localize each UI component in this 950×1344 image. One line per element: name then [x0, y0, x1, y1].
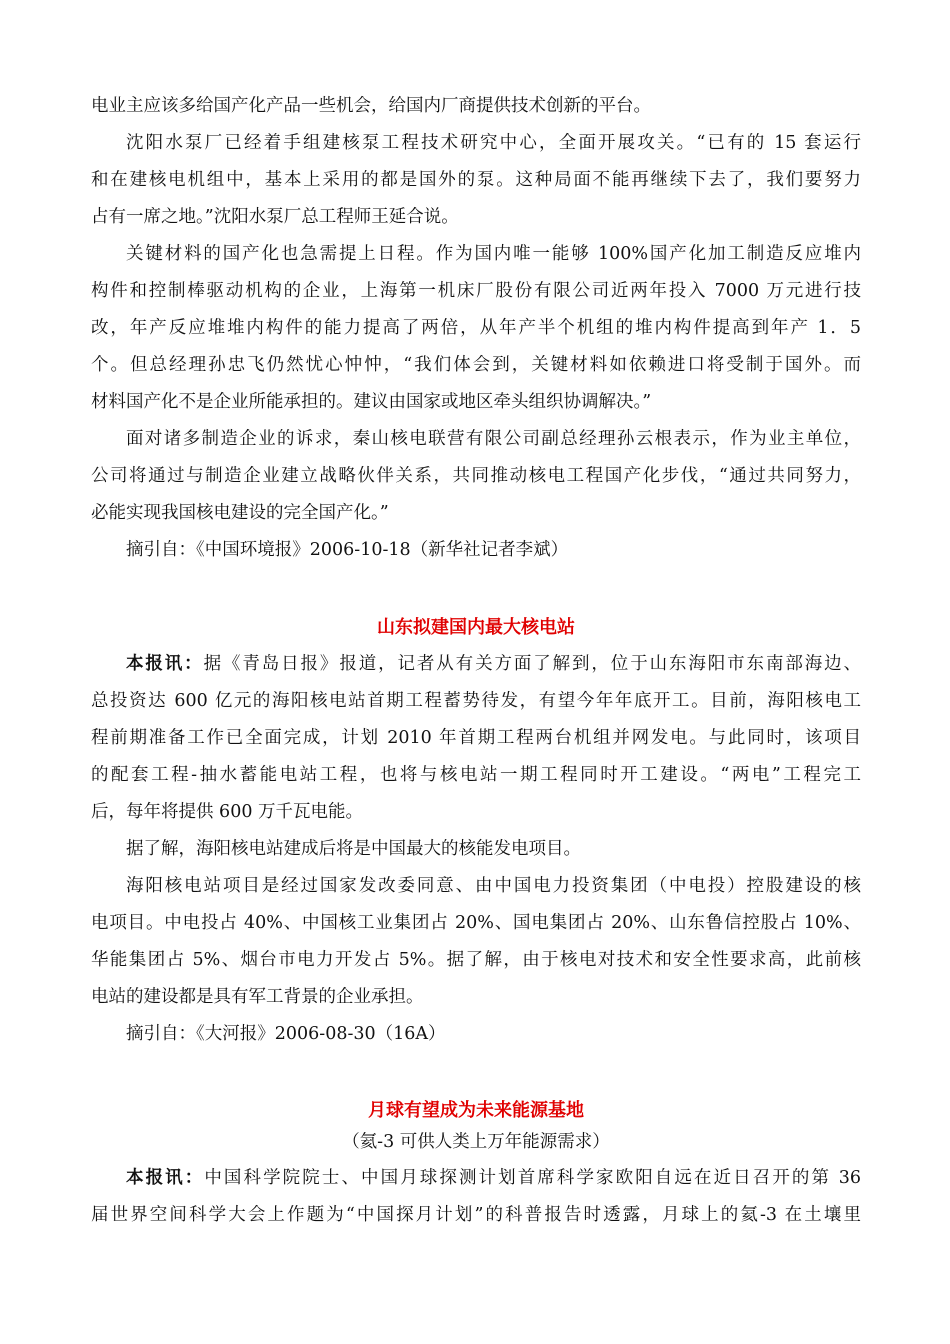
paragraph: [91, 646, 861, 831]
text-line: 构件和控制棒驱动机构的企业，上海第一机床厂股份有限公司近两年投入 7000 万元进行技: [91, 281, 861, 301]
paragraph: [91, 831, 861, 868]
paragraph: [91, 1160, 861, 1234]
text-line: 必能实现我国核电建设的完全国产化。”: [91, 503, 389, 523]
source-citation: 摘引自：《大河报》2006-08-30（16A）: [126, 1024, 446, 1044]
text-line: 关键材料的国产化也急需提上日程。作为国内唯一能够 100%国产化加工制造反应堆内: [126, 244, 861, 264]
text-line: 据了解，海阳核电站建成后将是中国最大的核能发电项目。: [126, 839, 581, 859]
text-line: 电站的建设都是具有军工背景的企业承担。: [91, 987, 424, 1007]
paragraph: [91, 236, 861, 421]
lead-label: 本报讯：: [126, 1168, 205, 1188]
text-line: 电项目。中电投占 40%、中国核工业集团占 20%、国电集团占 20%、山东鲁信控股占 10%、: [91, 913, 861, 933]
article-subtitle: （氦-3 可供人类上万年能源需求）: [342, 1132, 610, 1152]
text-line: 海阳核电站项目是经过国家发改委同意、由中国电力投资集团（中电投）控股建设的核: [126, 876, 861, 896]
text-line: 材料国产化不是企业所能承担的。建议由国家或地区牵头组织协调解决。”: [91, 392, 652, 412]
article-title: 山东拟建国内最大核电站: [377, 617, 575, 638]
source-citation: 摘引自：《中国环境报》2006-10-18（新华社记者李斌）: [126, 540, 569, 560]
paragraph: [91, 421, 861, 532]
text-line: 面对诸多制造企业的诉求，秦山核电联营有限公司副总经理孙云根表示，作为业主单位，: [126, 429, 861, 449]
text-line: 届世界空间科学大会上作题为“中国探月计划”的科普报告时透露，月球上的氦-3 在土壤里: [91, 1205, 861, 1225]
text-line: 个。但总经理孙忠飞仍然忧心忡忡，“我们体会到，关键材料如依赖进口将受制于国外。而: [91, 355, 861, 375]
text-line: 的配套工程-抽水蓄能电站工程，也将与核电站一期工程同时开工建设。“两电”工程完工: [91, 765, 861, 785]
text-line: 改，年产反应堆堆内构件的能力提高了两倍，从年产半个机组的堆内构件提高到年产 1．5: [91, 318, 861, 338]
text-line: 占有一席之地。”沈阳水泵厂总工程师王延合说。: [91, 207, 459, 227]
lead-label: 本报讯：: [126, 654, 204, 674]
paragraph: [91, 125, 861, 236]
text-line: 电业主应该多给国产化产品一些机会，给国内厂商提供技术创新的平台。: [91, 96, 651, 116]
text-line: 总投资达 600 亿元的海阳核电站首期工程蓄势待发，有望今年年底开工。目前，海阳核电工: [91, 691, 861, 711]
paragraph: [91, 88, 861, 125]
text-line: [91, 646, 861, 683]
text-line: 华能集团占 5%、烟台市电力开发占 5%。据了解，由于核电对技术和安全性要求高，此前核: [91, 950, 861, 970]
text-line: 后，每年将提供 600 万千瓦电能。: [91, 802, 364, 822]
lead-text: 据《青岛日报》报道，记者从有关方面了解到，位于山东海阳市东南部海边、: [203, 654, 861, 674]
text-line: 程前期准备工作已全面完成，计划 2010 年首期工程两台机组并网发电。与此同时，该项目: [91, 728, 861, 748]
text-line: 和在建核电机组中，基本上采用的都是国外的泵。这种局面不能再继续下去了，我们要努力: [91, 170, 861, 190]
paragraph: [91, 868, 861, 1016]
article-title: 月球有望成为未来能源基地: [368, 1100, 584, 1121]
text-line: [91, 1160, 861, 1197]
text-line: 公司将通过与制造企业建立战略伙伴关系，共同推动核电工程国产化步伐，“通过共同努力，: [91, 466, 861, 486]
lead-text: 中国科学院院士、中国月球探测计划首席科学家欧阳自远在近日召开的第 36: [204, 1168, 861, 1188]
text-line: 沈阳水泵厂已经着手组建核泵工程技术研究中心，全面开展攻关。“已有的 15 套运行: [126, 133, 861, 153]
